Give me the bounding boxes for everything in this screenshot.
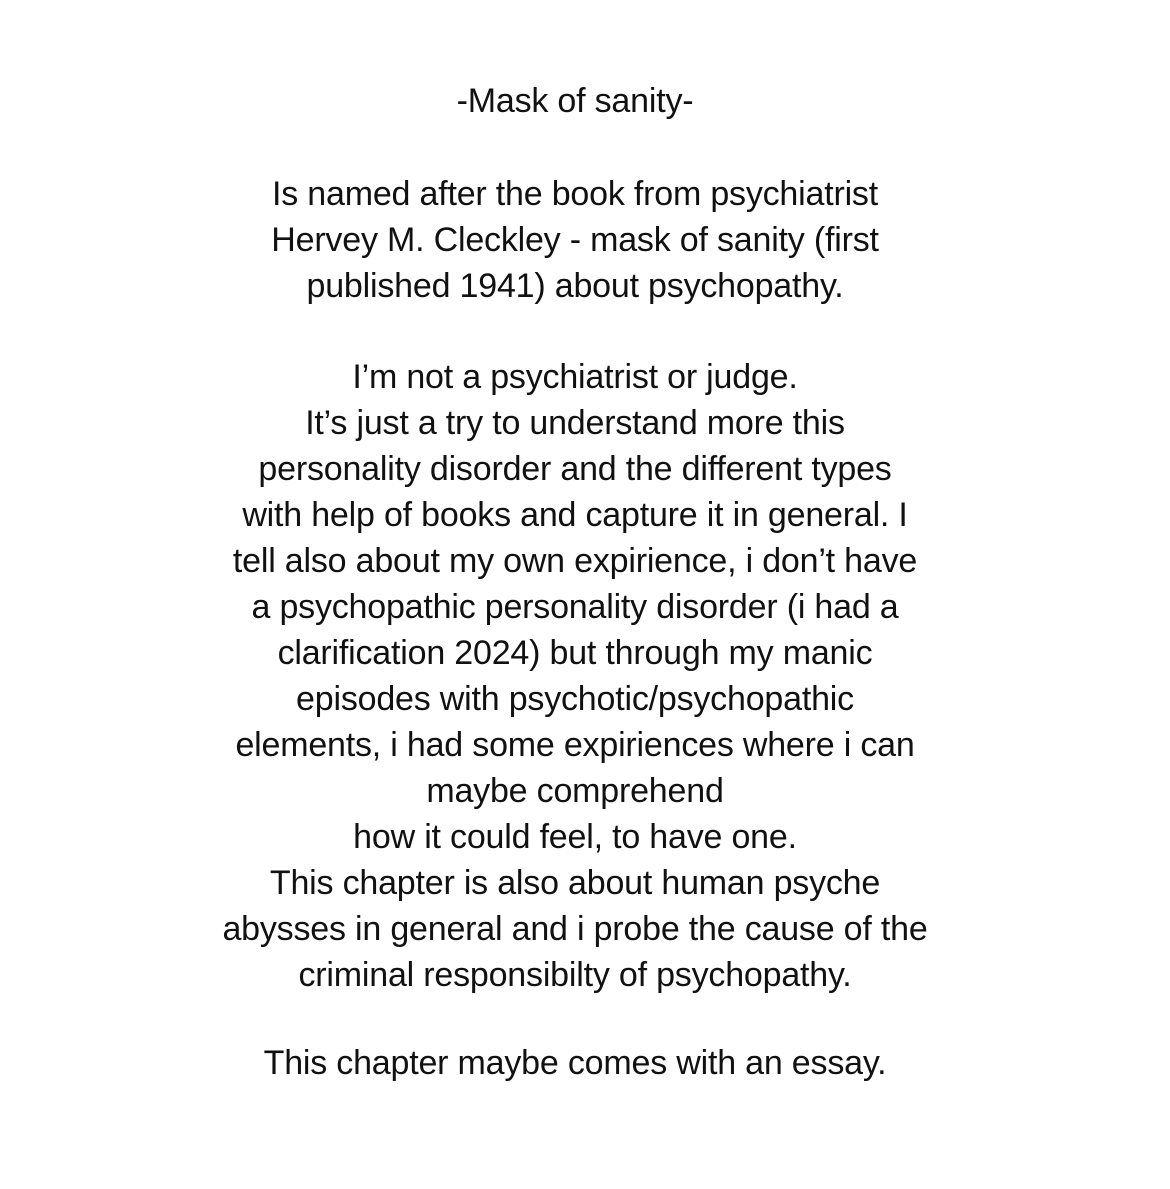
closing-line: This chapter maybe comes with an essay. [263, 1044, 887, 1082]
body-line: It’s just a try to understand more this [305, 404, 845, 442]
body-line: with help of books and capture it in general. I [242, 496, 908, 534]
body-line: elements, i had some expiriences where i can [235, 726, 915, 764]
body-paragraph [150, 354, 1000, 998]
body-line: abysses in general and i probe the cause of the [222, 910, 928, 948]
closing-paragraph [150, 1040, 1000, 1086]
body-line: a psychopathic personality disorder (i had a [251, 588, 899, 626]
body-line: This chapter is also about human psyche [269, 864, 881, 902]
body-line: maybe comprehend [426, 772, 724, 810]
body-line: personality disorder and the different types [258, 450, 892, 488]
document-title [150, 78, 1000, 124]
intro-line: Is named after the book from psychiatrist [272, 175, 878, 213]
body-line: episodes with psychotic/psychopathic [296, 680, 854, 718]
intro-paragraph [150, 171, 1000, 309]
body-line: clarification 2024) but through my manic [277, 634, 873, 672]
intro-line: Hervey M. Cleckley - mask of sanity (first [271, 221, 879, 259]
title-text: -Mask of sanity- [456, 82, 694, 120]
intro-line: published 1941) about psychopathy. [306, 267, 844, 305]
body-line: tell also about my own expirience, i don’t have [232, 542, 918, 580]
body-line: how it could feel, to have one. [353, 818, 797, 856]
body-line: criminal responsibilty of psychopathy. [298, 956, 852, 994]
body-line: I’m not a psychiatrist or judge. [352, 358, 798, 396]
